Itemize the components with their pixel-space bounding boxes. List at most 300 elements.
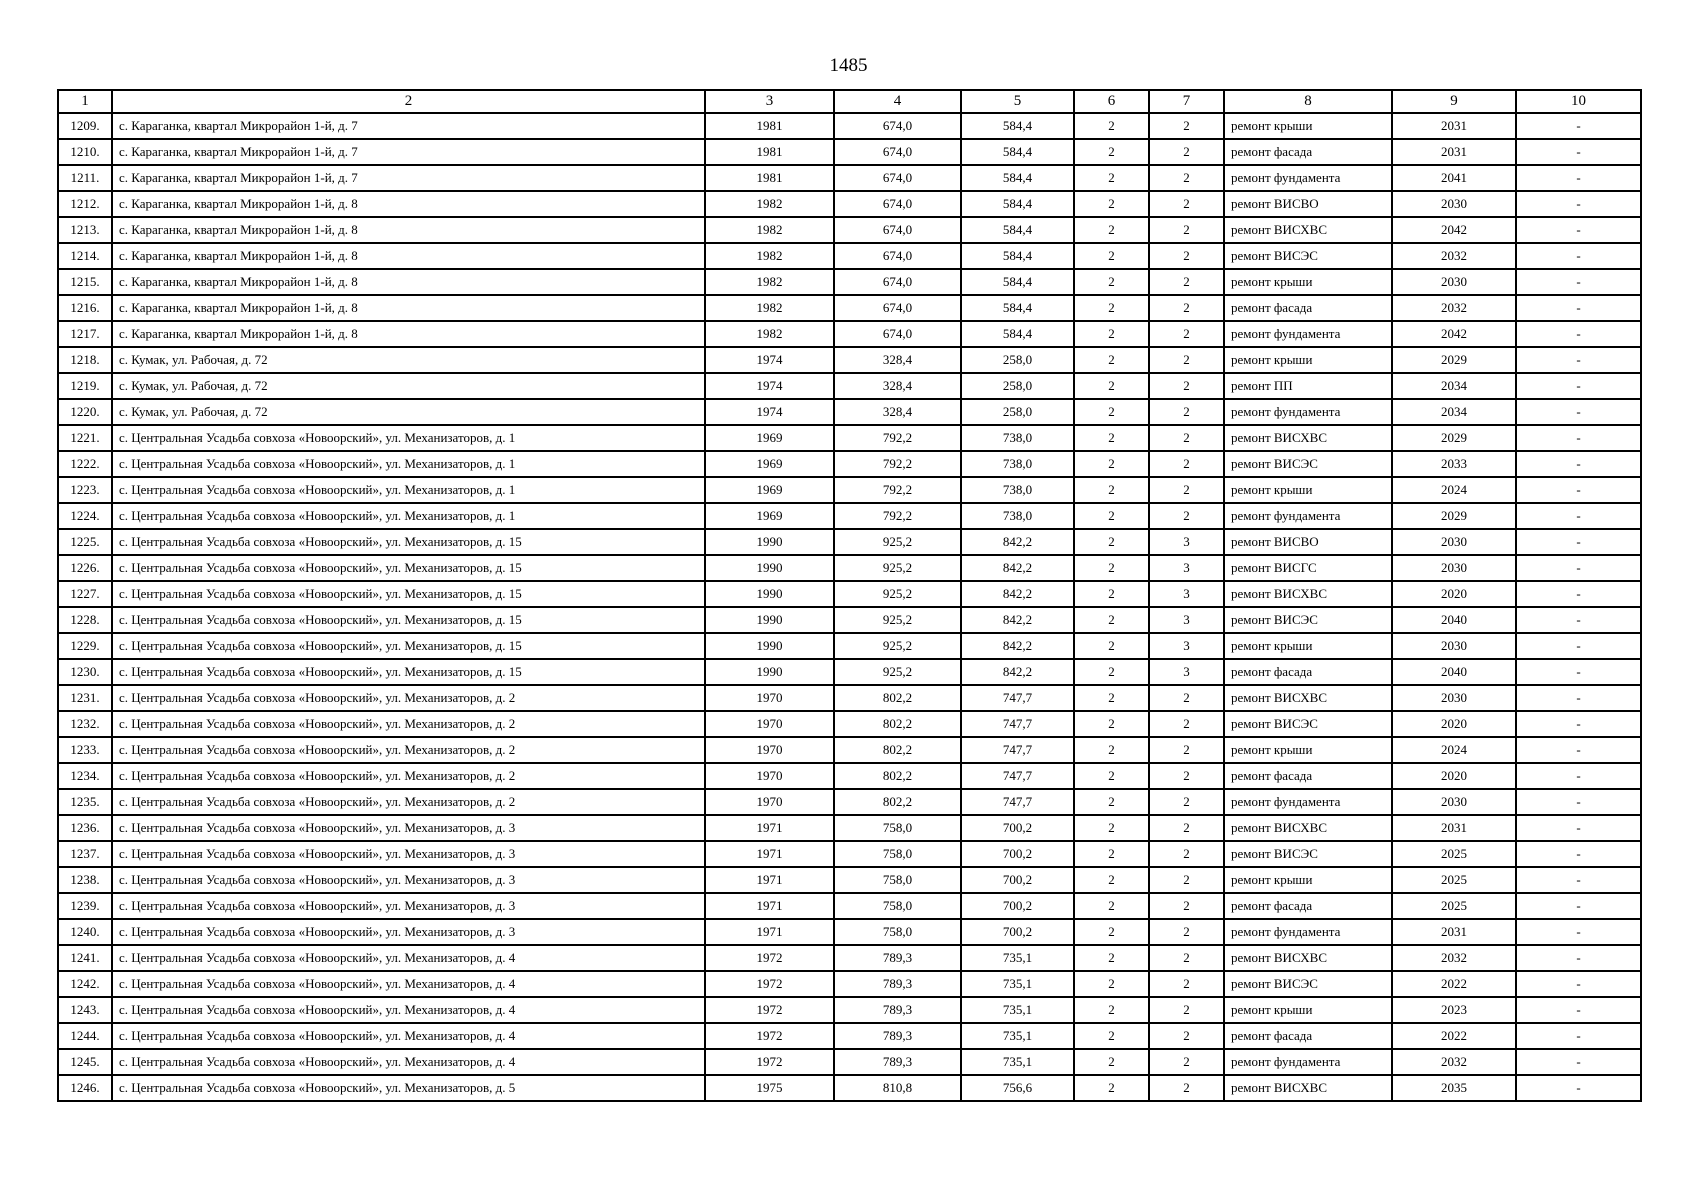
cell-living-area: 735,1: [961, 971, 1074, 997]
cell-total-area: 789,3: [834, 971, 961, 997]
table-row: [58, 217, 1641, 243]
cell-living-area: 738,0: [961, 503, 1074, 529]
cell-floors: 2: [1074, 139, 1149, 165]
cell-repair-type: ремонт фундамента: [1224, 919, 1392, 945]
cell-floors: 2: [1074, 581, 1149, 607]
cell-repair-type: ремонт фундамента: [1224, 789, 1392, 815]
cell-living-area: 584,4: [961, 217, 1074, 243]
cell-living-area: 747,7: [961, 789, 1074, 815]
cell-total-area: 674,0: [834, 139, 961, 165]
cell-entrances: 2: [1149, 269, 1224, 295]
cell-planned-year: 2031: [1392, 139, 1516, 165]
cell-year-built: 1974: [705, 399, 834, 425]
cell-floors: 2: [1074, 763, 1149, 789]
cell-total-area: 789,3: [834, 1049, 961, 1075]
cell-total-area: 674,0: [834, 113, 961, 139]
cell-planned-year: 2025: [1392, 893, 1516, 919]
cell-row-number: 1240.: [58, 919, 112, 945]
cell-row-number: 1215.: [58, 269, 112, 295]
cell-living-area: 584,4: [961, 191, 1074, 217]
cell-living-area: 584,4: [961, 165, 1074, 191]
cell-note: -: [1516, 529, 1641, 555]
cell-entrances: 2: [1149, 737, 1224, 763]
cell-floors: 2: [1074, 607, 1149, 633]
table-row: [58, 893, 1641, 919]
table-row: [58, 607, 1641, 633]
cell-planned-year: 2035: [1392, 1075, 1516, 1101]
table-row: [58, 113, 1641, 139]
cell-repair-type: ремонт ВИСЭС: [1224, 451, 1392, 477]
cell-address: с. Караганка, квартал Микрорайон 1-й, д. 7: [112, 139, 705, 165]
cell-repair-type: ремонт фундамента: [1224, 321, 1392, 347]
table-row: [58, 711, 1641, 737]
cell-year-built: 1970: [705, 685, 834, 711]
cell-total-area: 674,0: [834, 321, 961, 347]
cell-address: с. Центральная Усадьба совхоза «Новоорский», ул. Механизаторов, д. 2: [112, 711, 705, 737]
cell-note: -: [1516, 737, 1641, 763]
repair-schedule-table: [57, 89, 1642, 1102]
cell-year-built: 1971: [705, 893, 834, 919]
table-row: [58, 321, 1641, 347]
cell-repair-type: ремонт ВИСХВС: [1224, 815, 1392, 841]
cell-total-area: 802,2: [834, 711, 961, 737]
cell-row-number: 1222.: [58, 451, 112, 477]
cell-note: -: [1516, 243, 1641, 269]
table-row: [58, 191, 1641, 217]
cell-living-area: 584,4: [961, 321, 1074, 347]
cell-floors: 2: [1074, 997, 1149, 1023]
cell-floors: 2: [1074, 399, 1149, 425]
cell-year-built: 1990: [705, 581, 834, 607]
table-row: [58, 1075, 1641, 1101]
cell-note: -: [1516, 581, 1641, 607]
cell-planned-year: 2031: [1392, 113, 1516, 139]
cell-planned-year: 2030: [1392, 789, 1516, 815]
cell-row-number: 1244.: [58, 1023, 112, 1049]
cell-row-number: 1230.: [58, 659, 112, 685]
cell-repair-type: ремонт фасада: [1224, 295, 1392, 321]
cell-note: -: [1516, 659, 1641, 685]
cell-total-area: 758,0: [834, 867, 961, 893]
cell-living-area: 584,4: [961, 113, 1074, 139]
cell-planned-year: 2022: [1392, 971, 1516, 997]
table-row: [58, 789, 1641, 815]
cell-planned-year: 2020: [1392, 763, 1516, 789]
cell-total-area: 802,2: [834, 789, 961, 815]
cell-year-built: 1981: [705, 165, 834, 191]
cell-planned-year: 2031: [1392, 815, 1516, 841]
header-cell-10: 10: [1516, 90, 1641, 113]
cell-year-built: 1982: [705, 243, 834, 269]
table-body: [58, 113, 1641, 1101]
cell-repair-type: ремонт фасада: [1224, 659, 1392, 685]
cell-total-area: 758,0: [834, 893, 961, 919]
cell-planned-year: 2030: [1392, 191, 1516, 217]
cell-address: с. Центральная Усадьба совхоза «Новоорский», ул. Механизаторов, д. 3: [112, 815, 705, 841]
table-row: [58, 373, 1641, 399]
cell-address: с. Центральная Усадьба совхоза «Новоорский», ул. Механизаторов, д. 2: [112, 685, 705, 711]
cell-entrances: 2: [1149, 711, 1224, 737]
cell-year-built: 1990: [705, 529, 834, 555]
cell-entrances: 2: [1149, 425, 1224, 451]
cell-row-number: 1209.: [58, 113, 112, 139]
cell-row-number: 1232.: [58, 711, 112, 737]
cell-entrances: 3: [1149, 633, 1224, 659]
cell-note: -: [1516, 555, 1641, 581]
cell-address: с. Центральная Усадьба совхоза «Новоорский», ул. Механизаторов, д. 4: [112, 945, 705, 971]
cell-planned-year: 2029: [1392, 503, 1516, 529]
cell-total-area: 674,0: [834, 295, 961, 321]
cell-year-built: 1990: [705, 659, 834, 685]
cell-floors: 2: [1074, 737, 1149, 763]
cell-year-built: 1971: [705, 867, 834, 893]
cell-year-built: 1982: [705, 191, 834, 217]
cell-year-built: 1969: [705, 477, 834, 503]
cell-entrances: 2: [1149, 919, 1224, 945]
cell-planned-year: 2025: [1392, 841, 1516, 867]
cell-planned-year: 2023: [1392, 997, 1516, 1023]
cell-floors: 2: [1074, 841, 1149, 867]
cell-address: с. Центральная Усадьба совхоза «Новоорский», ул. Механизаторов, д. 15: [112, 659, 705, 685]
cell-living-area: 258,0: [961, 347, 1074, 373]
cell-note: -: [1516, 763, 1641, 789]
table-row: [58, 1023, 1641, 1049]
cell-planned-year: 2030: [1392, 633, 1516, 659]
cell-year-built: 1981: [705, 113, 834, 139]
cell-row-number: 1213.: [58, 217, 112, 243]
cell-note: -: [1516, 893, 1641, 919]
cell-floors: 2: [1074, 529, 1149, 555]
cell-total-area: 758,0: [834, 815, 961, 841]
cell-repair-type: ремонт фундамента: [1224, 1049, 1392, 1075]
cell-total-area: 925,2: [834, 529, 961, 555]
header-cell-1: 1: [58, 90, 112, 113]
cell-year-built: 1982: [705, 321, 834, 347]
cell-entrances: 2: [1149, 165, 1224, 191]
cell-floors: 2: [1074, 919, 1149, 945]
cell-year-built: 1969: [705, 451, 834, 477]
cell-entrances: 2: [1149, 789, 1224, 815]
cell-repair-type: ремонт ВИСЭС: [1224, 841, 1392, 867]
table-row: [58, 425, 1641, 451]
cell-note: -: [1516, 269, 1641, 295]
cell-row-number: 1210.: [58, 139, 112, 165]
cell-repair-type: ремонт ВИСВО: [1224, 191, 1392, 217]
cell-living-area: 700,2: [961, 841, 1074, 867]
cell-address: с. Караганка, квартал Микрорайон 1-й, д. 8: [112, 269, 705, 295]
cell-living-area: 258,0: [961, 373, 1074, 399]
page-number: 1485: [829, 55, 868, 76]
header-cell-6: 6: [1074, 90, 1149, 113]
table-row: [58, 841, 1641, 867]
cell-floors: 2: [1074, 659, 1149, 685]
cell-address: с. Центральная Усадьба совхоза «Новоорский», ул. Механизаторов, д. 2: [112, 737, 705, 763]
cell-planned-year: 2032: [1392, 295, 1516, 321]
cell-floors: 2: [1074, 1023, 1149, 1049]
cell-note: -: [1516, 815, 1641, 841]
cell-floors: 2: [1074, 945, 1149, 971]
cell-planned-year: 2031: [1392, 919, 1516, 945]
cell-living-area: 738,0: [961, 451, 1074, 477]
cell-year-built: 1990: [705, 607, 834, 633]
cell-repair-type: ремонт крыши: [1224, 347, 1392, 373]
cell-year-built: 1971: [705, 919, 834, 945]
table-row: [58, 477, 1641, 503]
cell-floors: 2: [1074, 685, 1149, 711]
cell-repair-type: ремонт фасада: [1224, 893, 1392, 919]
cell-living-area: 756,6: [961, 1075, 1074, 1101]
cell-planned-year: 2040: [1392, 607, 1516, 633]
cell-floors: 2: [1074, 321, 1149, 347]
cell-total-area: 792,2: [834, 425, 961, 451]
cell-living-area: 842,2: [961, 607, 1074, 633]
cell-entrances: 2: [1149, 1023, 1224, 1049]
cell-row-number: 1220.: [58, 399, 112, 425]
table-row: [58, 737, 1641, 763]
cell-living-area: 747,7: [961, 711, 1074, 737]
cell-row-number: 1228.: [58, 607, 112, 633]
header-cell-9: 9: [1392, 90, 1516, 113]
cell-repair-type: ремонт ВИСЭС: [1224, 711, 1392, 737]
cell-entrances: 3: [1149, 659, 1224, 685]
cell-floors: 2: [1074, 191, 1149, 217]
cell-planned-year: 2032: [1392, 945, 1516, 971]
cell-year-built: 1974: [705, 373, 834, 399]
cell-repair-type: ремонт ВИСХВС: [1224, 581, 1392, 607]
cell-row-number: 1246.: [58, 1075, 112, 1101]
table-row: [58, 1049, 1641, 1075]
cell-repair-type: ремонт ВИСХВС: [1224, 1075, 1392, 1101]
cell-row-number: 1226.: [58, 555, 112, 581]
cell-note: -: [1516, 945, 1641, 971]
cell-entrances: 2: [1149, 295, 1224, 321]
cell-note: -: [1516, 1075, 1641, 1101]
cell-repair-type: ремонт ВИСХВС: [1224, 685, 1392, 711]
cell-year-built: 1971: [705, 815, 834, 841]
table-row: [58, 763, 1641, 789]
cell-entrances: 2: [1149, 1075, 1224, 1101]
cell-total-area: 328,4: [834, 373, 961, 399]
cell-planned-year: 2030: [1392, 529, 1516, 555]
cell-planned-year: 2034: [1392, 373, 1516, 399]
cell-floors: 2: [1074, 347, 1149, 373]
cell-row-number: 1223.: [58, 477, 112, 503]
cell-total-area: 925,2: [834, 555, 961, 581]
cell-entrances: 3: [1149, 607, 1224, 633]
cell-address: с. Центральная Усадьба совхоза «Новоорский», ул. Механизаторов, д. 3: [112, 867, 705, 893]
cell-note: -: [1516, 399, 1641, 425]
cell-living-area: 584,4: [961, 139, 1074, 165]
cell-planned-year: 2030: [1392, 555, 1516, 581]
cell-year-built: 1971: [705, 841, 834, 867]
cell-entrances: 2: [1149, 451, 1224, 477]
cell-living-area: 584,4: [961, 269, 1074, 295]
cell-living-area: 700,2: [961, 919, 1074, 945]
cell-note: -: [1516, 347, 1641, 373]
cell-address: с. Центральная Усадьба совхоза «Новоорский», ул. Механизаторов, д. 2: [112, 789, 705, 815]
cell-total-area: 674,0: [834, 269, 961, 295]
cell-total-area: 792,2: [834, 477, 961, 503]
cell-address: с. Кумак, ул. Рабочая, д. 72: [112, 373, 705, 399]
cell-floors: 2: [1074, 867, 1149, 893]
cell-row-number: 1242.: [58, 971, 112, 997]
cell-planned-year: 2041: [1392, 165, 1516, 191]
cell-living-area: 584,4: [961, 243, 1074, 269]
cell-note: -: [1516, 971, 1641, 997]
cell-planned-year: 2022: [1392, 1023, 1516, 1049]
table-row: [58, 399, 1641, 425]
cell-year-built: 1972: [705, 1049, 834, 1075]
cell-year-built: 1972: [705, 1023, 834, 1049]
cell-repair-type: ремонт ВИСГС: [1224, 555, 1392, 581]
cell-planned-year: 2030: [1392, 269, 1516, 295]
cell-entrances: 2: [1149, 867, 1224, 893]
table-row: [58, 971, 1641, 997]
cell-total-area: 802,2: [834, 763, 961, 789]
cell-year-built: 1972: [705, 945, 834, 971]
table-row: [58, 919, 1641, 945]
cell-note: -: [1516, 1049, 1641, 1075]
cell-entrances: 2: [1149, 347, 1224, 373]
table-row: [58, 295, 1641, 321]
cell-repair-type: ремонт крыши: [1224, 633, 1392, 659]
cell-row-number: 1231.: [58, 685, 112, 711]
cell-floors: 2: [1074, 217, 1149, 243]
cell-note: -: [1516, 139, 1641, 165]
cell-planned-year: 2042: [1392, 217, 1516, 243]
cell-repair-type: ремонт фасада: [1224, 1023, 1392, 1049]
table-row: [58, 581, 1641, 607]
cell-note: -: [1516, 191, 1641, 217]
cell-total-area: 792,2: [834, 451, 961, 477]
cell-row-number: 1243.: [58, 997, 112, 1023]
cell-note: -: [1516, 867, 1641, 893]
cell-total-area: 674,0: [834, 243, 961, 269]
cell-repair-type: ремонт ВИСХВС: [1224, 217, 1392, 243]
cell-total-area: 758,0: [834, 841, 961, 867]
cell-repair-type: ремонт крыши: [1224, 997, 1392, 1023]
cell-note: -: [1516, 997, 1641, 1023]
cell-note: -: [1516, 373, 1641, 399]
cell-address: с. Караганка, квартал Микрорайон 1-й, д. 8: [112, 321, 705, 347]
cell-living-area: 735,1: [961, 1049, 1074, 1075]
cell-year-built: 1969: [705, 503, 834, 529]
cell-entrances: 2: [1149, 503, 1224, 529]
cell-living-area: 842,2: [961, 659, 1074, 685]
cell-repair-type: ремонт крыши: [1224, 867, 1392, 893]
cell-repair-type: ремонт ВИСХВС: [1224, 425, 1392, 451]
cell-entrances: 2: [1149, 139, 1224, 165]
cell-row-number: 1224.: [58, 503, 112, 529]
cell-repair-type: ремонт ВИСЭС: [1224, 971, 1392, 997]
cell-entrances: 2: [1149, 321, 1224, 347]
cell-address: с. Центральная Усадьба совхоза «Новоорский», ул. Механизаторов, д. 4: [112, 1023, 705, 1049]
cell-address: с. Центральная Усадьба совхоза «Новоорский», ул. Механизаторов, д. 15: [112, 555, 705, 581]
cell-entrances: 2: [1149, 1049, 1224, 1075]
cell-total-area: 792,2: [834, 503, 961, 529]
cell-year-built: 1970: [705, 737, 834, 763]
cell-note: -: [1516, 321, 1641, 347]
cell-living-area: 842,2: [961, 555, 1074, 581]
cell-address: с. Центральная Усадьба совхоза «Новоорский», ул. Механизаторов, д. 4: [112, 997, 705, 1023]
cell-floors: 2: [1074, 711, 1149, 737]
cell-repair-type: ремонт крыши: [1224, 269, 1392, 295]
cell-repair-type: ремонт ВИСЭС: [1224, 243, 1392, 269]
cell-living-area: 700,2: [961, 867, 1074, 893]
cell-planned-year: 2040: [1392, 659, 1516, 685]
header-cell-5: 5: [961, 90, 1074, 113]
cell-planned-year: 2032: [1392, 1049, 1516, 1075]
cell-total-area: 674,0: [834, 165, 961, 191]
cell-year-built: 1972: [705, 997, 834, 1023]
cell-total-area: 925,2: [834, 659, 961, 685]
cell-note: -: [1516, 217, 1641, 243]
cell-address: с. Караганка, квартал Микрорайон 1-й, д. 8: [112, 243, 705, 269]
cell-year-built: 1970: [705, 763, 834, 789]
cell-note: -: [1516, 685, 1641, 711]
cell-row-number: 1238.: [58, 867, 112, 893]
header-cell-7: 7: [1149, 90, 1224, 113]
cell-living-area: 747,7: [961, 763, 1074, 789]
cell-address: с. Караганка, квартал Микрорайон 1-й, д. 8: [112, 217, 705, 243]
cell-entrances: 3: [1149, 581, 1224, 607]
cell-planned-year: 2020: [1392, 581, 1516, 607]
cell-repair-type: ремонт фундамента: [1224, 165, 1392, 191]
cell-living-area: 747,7: [961, 737, 1074, 763]
cell-year-built: 1990: [705, 633, 834, 659]
cell-note: -: [1516, 711, 1641, 737]
cell-row-number: 1219.: [58, 373, 112, 399]
cell-living-area: 735,1: [961, 945, 1074, 971]
cell-floors: 2: [1074, 815, 1149, 841]
cell-year-built: 1970: [705, 789, 834, 815]
cell-total-area: 925,2: [834, 607, 961, 633]
cell-row-number: 1235.: [58, 789, 112, 815]
cell-total-area: 328,4: [834, 347, 961, 373]
cell-total-area: 789,3: [834, 1023, 961, 1049]
table-row: [58, 451, 1641, 477]
cell-note: -: [1516, 295, 1641, 321]
cell-note: -: [1516, 633, 1641, 659]
cell-planned-year: 2020: [1392, 711, 1516, 737]
cell-floors: 2: [1074, 269, 1149, 295]
cell-planned-year: 2029: [1392, 425, 1516, 451]
cell-address: с. Центральная Усадьба совхоза «Новоорский», ул. Механизаторов, д. 2: [112, 763, 705, 789]
cell-address: с. Центральная Усадьба совхоза «Новоорский», ул. Механизаторов, д. 3: [112, 893, 705, 919]
cell-planned-year: 2032: [1392, 243, 1516, 269]
cell-address: с. Караганка, квартал Микрорайон 1-й, д. 8: [112, 295, 705, 321]
cell-living-area: 738,0: [961, 477, 1074, 503]
cell-row-number: 1236.: [58, 815, 112, 841]
header-row: [58, 90, 1641, 113]
cell-note: -: [1516, 113, 1641, 139]
cell-note: -: [1516, 841, 1641, 867]
cell-address: с. Кумак, ул. Рабочая, д. 72: [112, 399, 705, 425]
table-row: [58, 815, 1641, 841]
cell-planned-year: 2034: [1392, 399, 1516, 425]
cell-year-built: 1982: [705, 269, 834, 295]
cell-living-area: 747,7: [961, 685, 1074, 711]
cell-row-number: 1212.: [58, 191, 112, 217]
cell-year-built: 1982: [705, 217, 834, 243]
cell-repair-type: ремонт крыши: [1224, 477, 1392, 503]
cell-repair-type: ремонт фасада: [1224, 763, 1392, 789]
cell-total-area: 328,4: [834, 399, 961, 425]
cell-note: -: [1516, 477, 1641, 503]
cell-row-number: 1241.: [58, 945, 112, 971]
cell-entrances: 2: [1149, 191, 1224, 217]
cell-total-area: 802,2: [834, 685, 961, 711]
